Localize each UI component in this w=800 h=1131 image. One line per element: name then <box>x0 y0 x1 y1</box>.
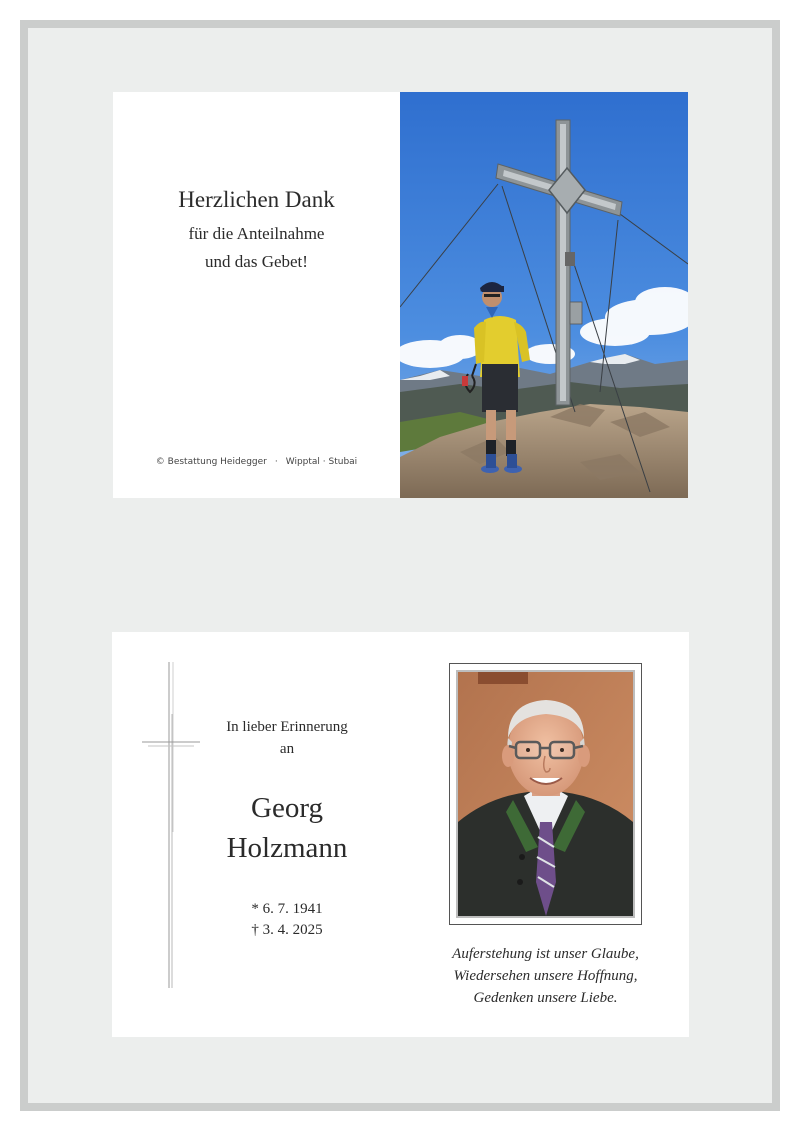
thank-you-text-panel <box>113 92 400 498</box>
credit-company: © Bestattung Heidegger <box>155 457 267 467</box>
credit-region: Wipptal · Stubai <box>285 457 358 467</box>
memorial-intro-line-1: In lieber Erinnerung <box>226 719 348 735</box>
deceased-first-name: Georg <box>251 792 323 824</box>
portrait-photo <box>456 670 635 918</box>
summit-photo-illustration <box>400 92 688 498</box>
death-date: † 3. 4. 2025 <box>251 922 323 938</box>
birth-date: * 6. 7. 1941 <box>251 901 323 917</box>
thank-you-line-2: und das Gebet! <box>205 252 308 271</box>
memorial-quote <box>432 943 659 1009</box>
memorial-intro <box>197 716 377 760</box>
portrait-frame <box>449 663 642 925</box>
summit-cross-photo <box>400 92 688 498</box>
quote-line-3: Gedenken unsere Liebe. <box>473 990 618 1006</box>
credit-separator: · <box>274 457 278 467</box>
quote-line-1: Auferstehung ist unser Glaube, <box>452 946 639 962</box>
deceased-name <box>197 788 377 868</box>
portrait-illustration <box>458 672 633 916</box>
memorial-intro-line-2: an <box>279 741 295 757</box>
thank-you-title: Herzlichen Dank <box>178 187 335 212</box>
life-dates <box>197 899 377 941</box>
funeral-home-credit <box>113 457 400 467</box>
quote-line-2: Wiedersehen unsere Hoffnung, <box>453 968 638 984</box>
deceased-last-name: Holzmann <box>226 832 348 864</box>
thank-you-card <box>113 92 688 498</box>
decorative-cross-icon <box>142 662 202 988</box>
memorial-card <box>112 632 689 1037</box>
thank-you-line-1: für die Anteilnahme <box>188 224 325 243</box>
